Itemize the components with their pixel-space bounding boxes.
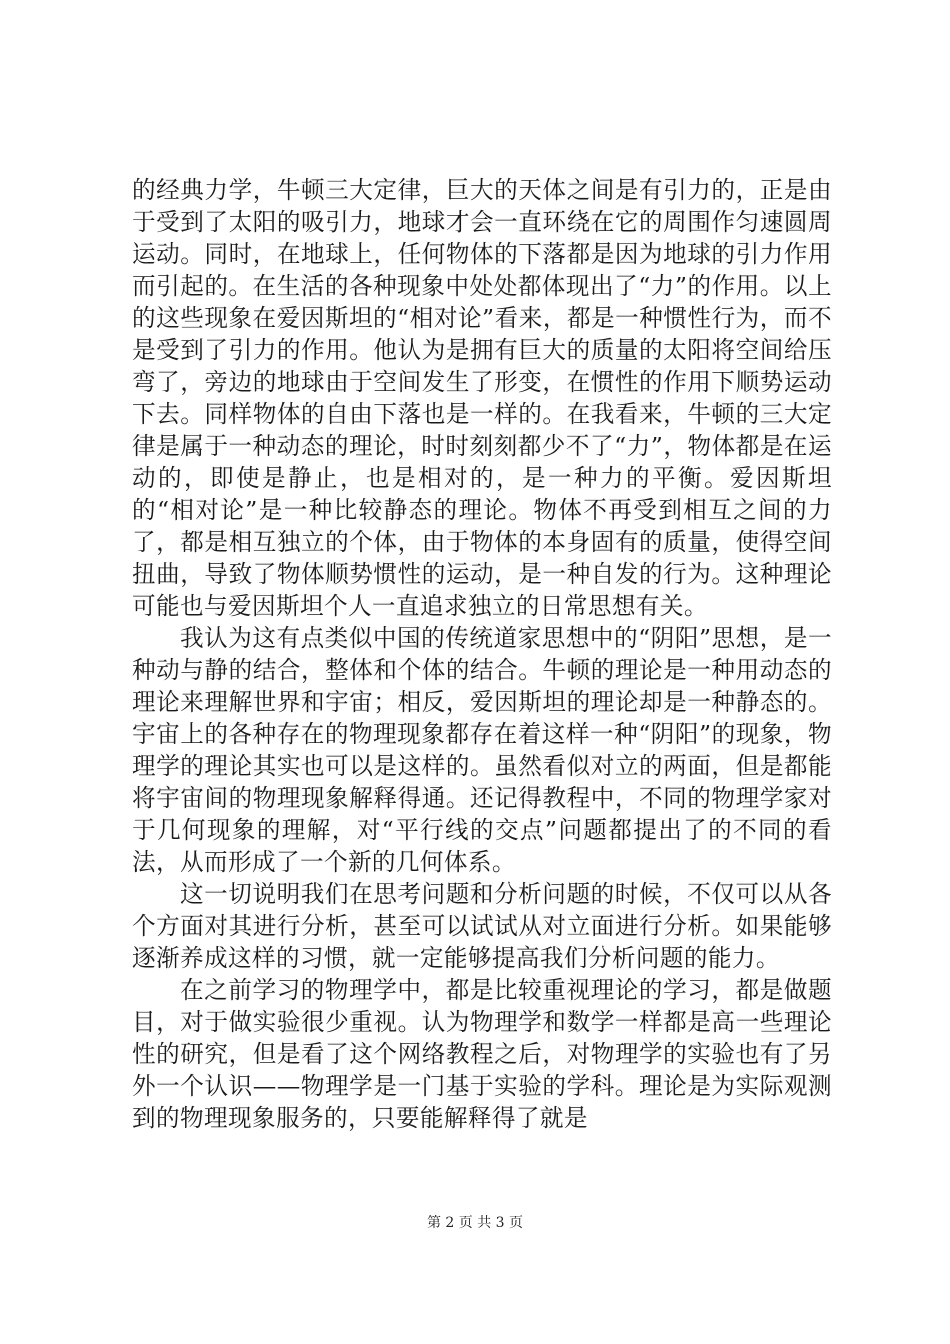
document-body	[132, 174, 832, 1134]
paragraph-continued: 的经典力学，牛顿三大定律，巨大的天体之间是有引力的，正是由于受到了太阳的吸引力，地球才会一直环绕在它的周围作匀速圆周运动。同时，在地球上，任何物体的下落都是因为地球的引力作用而引起的。在生活的各种现象中处处都体现出了“力”的作用。以上的这些现象在爱因斯坦的“相对论”看来，都是一种惯性行为，而不是受到了引力的作用。他认为是拥有巨大的质量的太阳将空间给压弯了，旁边的地球由于空间发生了形变，在惯性的作用下顺势运动下去。同样物体的自由下落也是一样的。在我看来，牛顿的三大定律是属于一种动态的理论，时时刻刻都少不了“力”，物体都是在运动的，即使是静止，也是相对的，是一种力的平衡。爱因斯坦的“相对论”是一种比较静态的理论。物体不再受到相互之间的力了，都是相互独立的个体，由于物体的本身固有的质量，使得空间扭曲，导致了物体顺势惯性的运动，是一种自发的行为。这种理论可能也与爱因斯坦个人一直追求独立的日常思想有关。	[132, 176, 832, 620]
paragraph-analysis: 这一切说明我们在思考问题和分析问题的时候，不仅可以从各个方面对其进行分析，甚至可以试试从对立面进行分析。如果能够逐渐养成这样的习惯，就一定能够提高我们分析问题的能力。	[132, 880, 832, 972]
paragraph-yin-yang: 我认为这有点类似中国的传统道家思想中的“阴阳”思想，是一种动与静的结合，整体和个体的结合。牛顿的理论是一种用动态的理论来理解世界和宇宙；相反，爱因斯坦的理论却是一种静态的。宇宙上的各种存在的物理现象都存在着这样一种“阴阳”的现象，物理学的理论其实也可以是这样的。虽然看似对立的两面，但是都能将宇宙间的物理现象解释得通。还记得教程中，不同的物理学家对于几何现象的理解，对“平行线的交点”问题都提出了的不同的看法，从而形成了一个新的几何体系。	[132, 624, 832, 876]
page-number-footer: 第 2 页 共 3 页	[426, 1215, 524, 1231]
paragraph-experiment: 在之前学习的物理学中，都是比较重视理论的学习，都是做题目，对于做实验很少重视。认为物理学和数学一样都是高一些理论性的研究，但是看了这个网络教程之后，对物理学的实验也有了另外一个认识——物理学是一门基于实验的学科。理论是为实际观测到的物理现象服务的，只要能解释得了就是	[132, 976, 832, 1132]
